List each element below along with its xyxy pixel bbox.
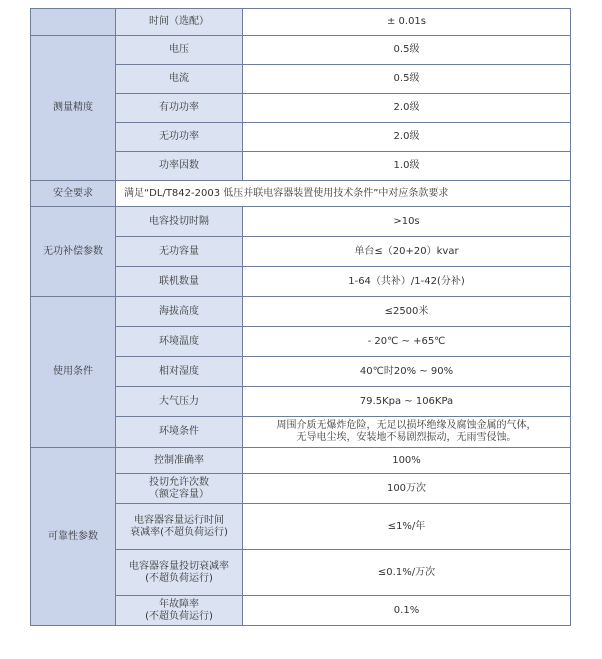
param-name: 大气压力: [116, 387, 243, 417]
category-cell-empty: [31, 9, 116, 36]
safety-requirement-text: 满足“DL/T842-2003 低压并联电容器装置使用技术条件”中对应条款要求: [116, 181, 571, 207]
param-name: 无功功率: [116, 123, 243, 152]
table-row: [31, 36, 571, 65]
param-name-line-2: （额定容量）: [149, 488, 209, 500]
param-name-line-1: 年故障率: [159, 598, 199, 610]
param-value: ≤0.1%/万次: [243, 550, 571, 596]
param-name: 电容投切时隔: [116, 207, 243, 237]
category-operating-conditions: 使用条件: [31, 297, 116, 448]
param-value: 40℃时20% ~ 90%: [243, 357, 571, 387]
param-name: 电压: [116, 36, 243, 65]
param-value: 100万次: [243, 474, 571, 504]
param-value: 0.1%: [243, 596, 571, 626]
param-value: 0.5级: [243, 36, 571, 65]
param-name: 环境条件: [116, 417, 243, 448]
param-value: 1.0级: [243, 152, 571, 181]
param-value-multiline: [243, 417, 571, 448]
environment-line-1: 周围介质无爆炸危险，无足以损坏绝缘及腐蚀金属的气体，: [276, 420, 537, 431]
param-name: 功率因数: [116, 152, 243, 181]
param-name: 环境温度: [116, 327, 243, 357]
param-name-line-2: (不超负荷运行): [145, 610, 213, 622]
param-value: >10s: [243, 207, 571, 237]
table-row: [31, 207, 571, 237]
table-row: [31, 297, 571, 327]
param-name: [116, 596, 243, 626]
param-value: - 20℃ ~ +65℃: [243, 327, 571, 357]
category-reliability: 可靠性参数: [31, 448, 116, 626]
table-row: [31, 181, 571, 207]
param-value: 0.5级: [243, 65, 571, 94]
param-name-line-1: 电容器容量运行时间: [134, 514, 224, 526]
table-row: [31, 448, 571, 474]
param-name: 无功容量: [116, 237, 243, 267]
param-name: 有功功率: [116, 94, 243, 123]
param-name-line-2: 衰减率(不超负荷运行): [130, 526, 228, 538]
param-name: [116, 550, 243, 596]
param-name: 联机数量: [116, 267, 243, 297]
param-name: 时间（选配）: [116, 9, 243, 36]
param-value: ≤2500米: [243, 297, 571, 327]
param-name: 海拔高度: [116, 297, 243, 327]
category-safety-requirements: 安全要求: [31, 181, 116, 207]
param-name-line-1: 投切允许次数: [149, 476, 209, 488]
param-name: [116, 504, 243, 550]
param-value: 2.0级: [243, 123, 571, 152]
param-value: ≤1%/年: [243, 504, 571, 550]
param-name-line-2: (不超负荷运行): [145, 572, 213, 584]
param-name: [116, 474, 243, 504]
param-name: 电流: [116, 65, 243, 94]
category-measurement-accuracy: 测量精度: [31, 36, 116, 181]
param-value: 79.5Kpa ~ 106KPa: [243, 387, 571, 417]
param-value: 1-64（共补）/1-42(分补): [243, 267, 571, 297]
param-value: ± 0.01s: [243, 9, 571, 36]
param-value: 2.0级: [243, 94, 571, 123]
table-row: [31, 9, 571, 36]
param-value: 单台≤（20+20）kvar: [243, 237, 571, 267]
param-name: 控制准确率: [116, 448, 243, 474]
param-value: 100%: [243, 448, 571, 474]
environment-line-2: 无导电尘埃，安装地不易剧烈振动，无雨雪侵蚀。: [296, 432, 517, 443]
param-name-line-1: 电容器容量投切衰减率: [129, 560, 229, 572]
spec-table: [30, 8, 571, 626]
category-reactive-compensation: 无功补偿参数: [31, 207, 116, 297]
param-name: 相对湿度: [116, 357, 243, 387]
